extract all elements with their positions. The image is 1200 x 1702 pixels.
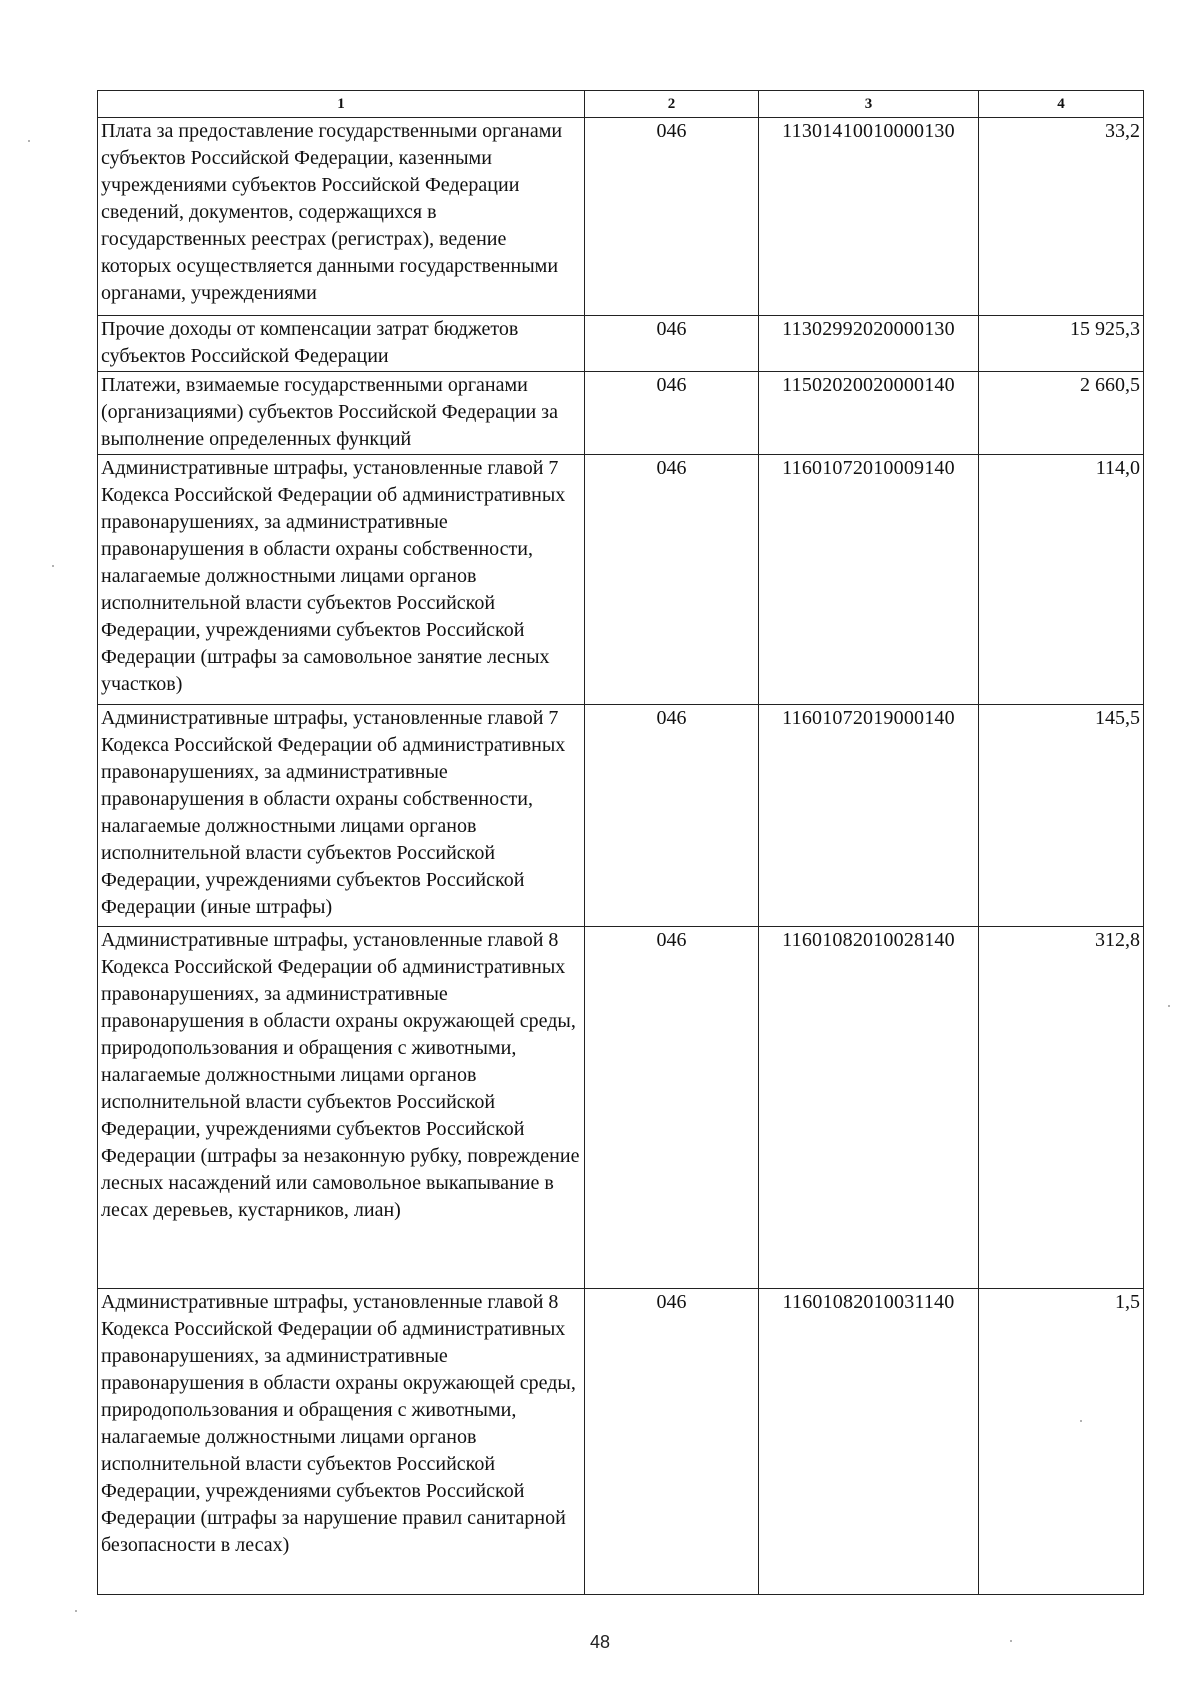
table-header-row (98, 91, 1144, 118)
scan-speck (1080, 1420, 1082, 1422)
scan-speck (1010, 1640, 1012, 1642)
row-name: Прочие доходы от компенсации затрат бюджетов субъектов Российской Федерации (98, 316, 585, 372)
row-amount: 312,8 (979, 927, 1144, 1289)
row-amount: 33,2 (979, 118, 1144, 316)
row-admin-code: 046 (585, 372, 759, 455)
row-amount: 2 660,5 (979, 372, 1144, 455)
row-name: Административные штрафы, установленные главой 8 Кодекса Российской Федерации об административных правонарушениях, за административные правонарушения в области охраны окружающей среды, природопользования и обращения с животными, налагаемые должностными лицами органов исполнительной власти субъектов Российской Федерации, учреждениями субъектов Российской Федерации (штрафы за незаконную рубку, повреждение лесных насаждений или самовольное выкапывание в лесах деревьев, кустарников, лиан) (98, 927, 585, 1289)
row-name: Платежи, взимаемые государственными органами (организациями) субъектов Российской Федерации за выполнение определенных функций (98, 372, 585, 455)
revenue-table (97, 90, 1144, 1595)
scan-speck (28, 140, 30, 142)
row-admin-code: 046 (585, 455, 759, 705)
row-admin-code: 046 (585, 927, 759, 1289)
table-row (98, 927, 1144, 1289)
row-name: Административные штрафы, установленные главой 7 Кодекса Российской Федерации об административных правонарушениях, за административные правонарушения в области охраны собственности, налагаемые должностными лицами органов исполнительной власти субъектов Российской Федерации, учреждениями субъектов Российской Федерации (штрафы за самовольное занятие лесных участков) (98, 455, 585, 705)
column-header-4: 4 (979, 91, 1144, 118)
row-amount: 15 925,3 (979, 316, 1144, 372)
row-admin-code: 046 (585, 1289, 759, 1595)
row-budget-code: 11601082010028140 (759, 927, 979, 1289)
row-admin-code: 046 (585, 118, 759, 316)
row-budget-code: 11301410010000130 (759, 118, 979, 316)
row-amount: 114,0 (979, 455, 1144, 705)
row-budget-code: 11601082010031140 (759, 1289, 979, 1595)
row-name: Административные штрафы, установленные главой 7 Кодекса Российской Федерации об административных правонарушениях, за административные правонарушения в области охраны собственности, налагаемые должностными лицами органов исполнительной власти субъектов Российской Федерации, учреждениями субъектов Российской Федерации (иные штрафы) (98, 705, 585, 927)
column-header-2: 2 (585, 91, 759, 118)
column-header-1: 1 (98, 91, 585, 118)
table-row (98, 455, 1144, 705)
table-row (98, 118, 1144, 316)
row-budget-code: 11502020020000140 (759, 372, 979, 455)
page-number: 48 (589, 1632, 611, 1652)
row-admin-code: 046 (585, 316, 759, 372)
table-row (98, 316, 1144, 372)
row-budget-code: 11601072019000140 (759, 705, 979, 927)
row-admin-code: 046 (585, 705, 759, 927)
table-row (98, 705, 1144, 927)
scan-speck (75, 1610, 77, 1612)
scan-speck (52, 565, 54, 567)
row-amount: 145,5 (979, 705, 1144, 927)
row-name: Административные штрафы, установленные главой 8 Кодекса Российской Федерации об административных правонарушениях, за административные правонарушения в области охраны окружающей среды, природопользования и обращения с животными, налагаемые должностными лицами органов исполнительной власти субъектов Российской Федерации, учреждениями субъектов Российской Федерации (штрафы за нарушение правил санитарной безопасности в лесах) (98, 1289, 585, 1595)
scan-speck (1168, 1005, 1170, 1007)
row-name: Плата за предоставление государственными органами субъектов Российской Федерации, казенными учреждениями субъектов Российской Федерации сведений, документов, содержащихся в государственных реестрах (регистрах), ведение которых осуществляется данными государственными органами, учреждениями (98, 118, 585, 316)
table-row (98, 372, 1144, 455)
row-budget-code: 11601072010009140 (759, 455, 979, 705)
table-row (98, 1289, 1144, 1595)
column-header-3: 3 (759, 91, 979, 118)
row-amount: 1,5 (979, 1289, 1144, 1595)
row-budget-code: 11302992020000130 (759, 316, 979, 372)
